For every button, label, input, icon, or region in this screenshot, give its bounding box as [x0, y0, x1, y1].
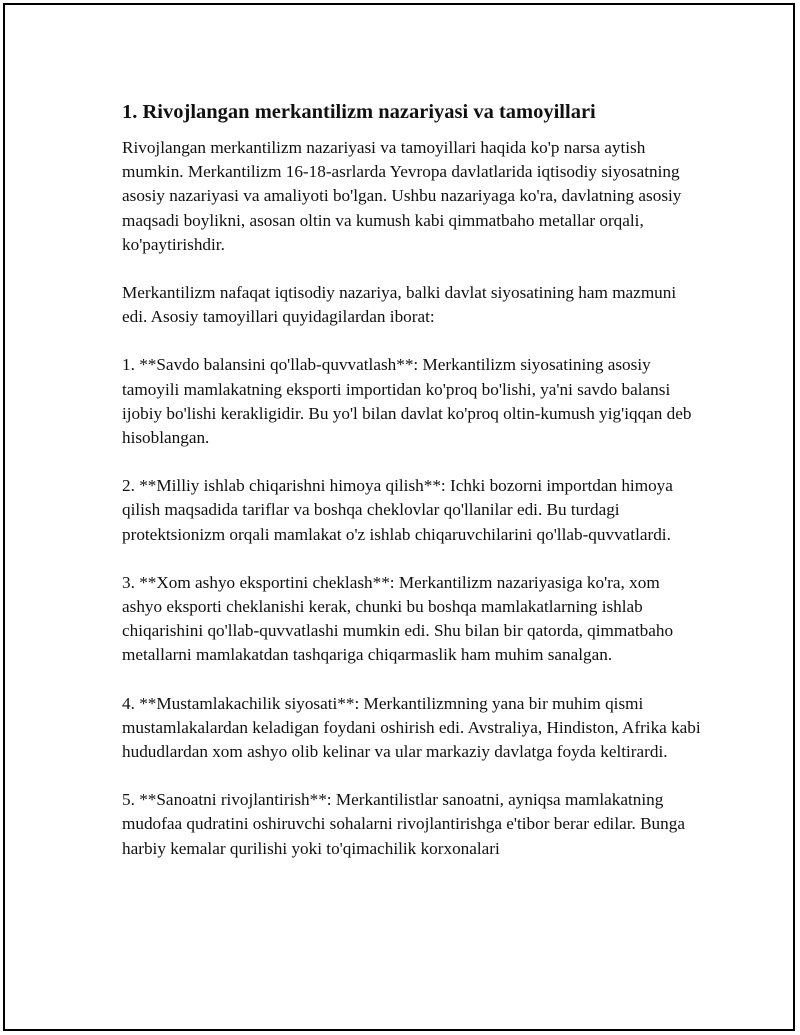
- principle-3-paragraph: 3. **Xom ashyo eksportini cheklash**: Merkantilizm nazariyasiga ko'ra, xom ashyo eksporti cheklanishi kerak, chunki bu boshqa mamlakatlarning ishlab chiqarishini qo'llab-quvvatlashi mumkin edi. Shu bilan bir qatorda, qimmatbaho metallarni mamlakatdan tashqariga chiqarmaslik ham muhim sanalgan.: [122, 572, 674, 665]
- section-heading: 1. Rivojlangan merkantilizm nazariyasi va tamoyillari: [122, 101, 596, 123]
- intro-paragraph: Rivojlangan merkantilizm nazariyasi va tamoyillari haqida ko'p narsa aytish mumkin. Merkantilizm 16-18-asrlarda Yevropa davlatlarida iqtisodiy siyosatning asosiy nazariyasi va amaliyoti bo'lgan. Ushbu nazariyaga ko'ra, davlatning asosiy maqsadi boylikni, asosan oltin va kumush kabi qimmatbaho metallar orqali, ko'paytirishdir.: [122, 138, 682, 254]
- document-body: [122, 98, 702, 885]
- page-frame: [3, 3, 795, 1031]
- principle-2-paragraph: 2. **Milliy ishlab chiqarishni himoya qilish**: Ichki bozorni importdan himoya qilish maqsadida tariflar va boshqa cheklovlar qo'llanilar edi. Bu turdagi protektsionizm orqali mamlakat o'z ishlab chiqaruvchilarini qo'llab-quvvatlardi.: [122, 476, 673, 544]
- principle-1-paragraph: 1. **Savdo balansini qo'llab-quvvatlash**: Merkantilizm siyosatining asosiy tamoyili mamlakatning eksporti importidan ko'proq bo'lishi, ya'ni savdo balansi ijobiy bo'lishi kerakligidir. Bu yo'l bilan davlat ko'proq oltin-kumush yig'iqqan deb hisoblangan.: [122, 355, 692, 448]
- principles-intro-paragraph: Merkantilizm nafaqat iqtisodiy nazariya, balki davlat siyosatining ham mazmuni edi. Asosiy tamoyillari quyidagilardan iborat:: [122, 283, 677, 327]
- principle-5-paragraph: 5. **Sanoatni rivojlantirish**: Merkantilistlar sanoatni, ayniqsa mamlakatning mudofaa qudratini oshiruvchi sohalarni rivojlantirishga e'tibor berar edilar. Bunga harbiy kemalar qurilishi yoki to'qimachilik korxonalari: [122, 790, 685, 858]
- principle-4-paragraph: 4. **Mustamlakachilik siyosati**: Merkantilizmning yana bir muhim qismi mustamlakalardan keladigan foydani oshirish edi. Avstraliya, Hindiston, Afrika kabi hududlardan xom ashyo olib kelinar va ular markaziy davlatga foyda keltirardi.: [122, 693, 701, 762]
